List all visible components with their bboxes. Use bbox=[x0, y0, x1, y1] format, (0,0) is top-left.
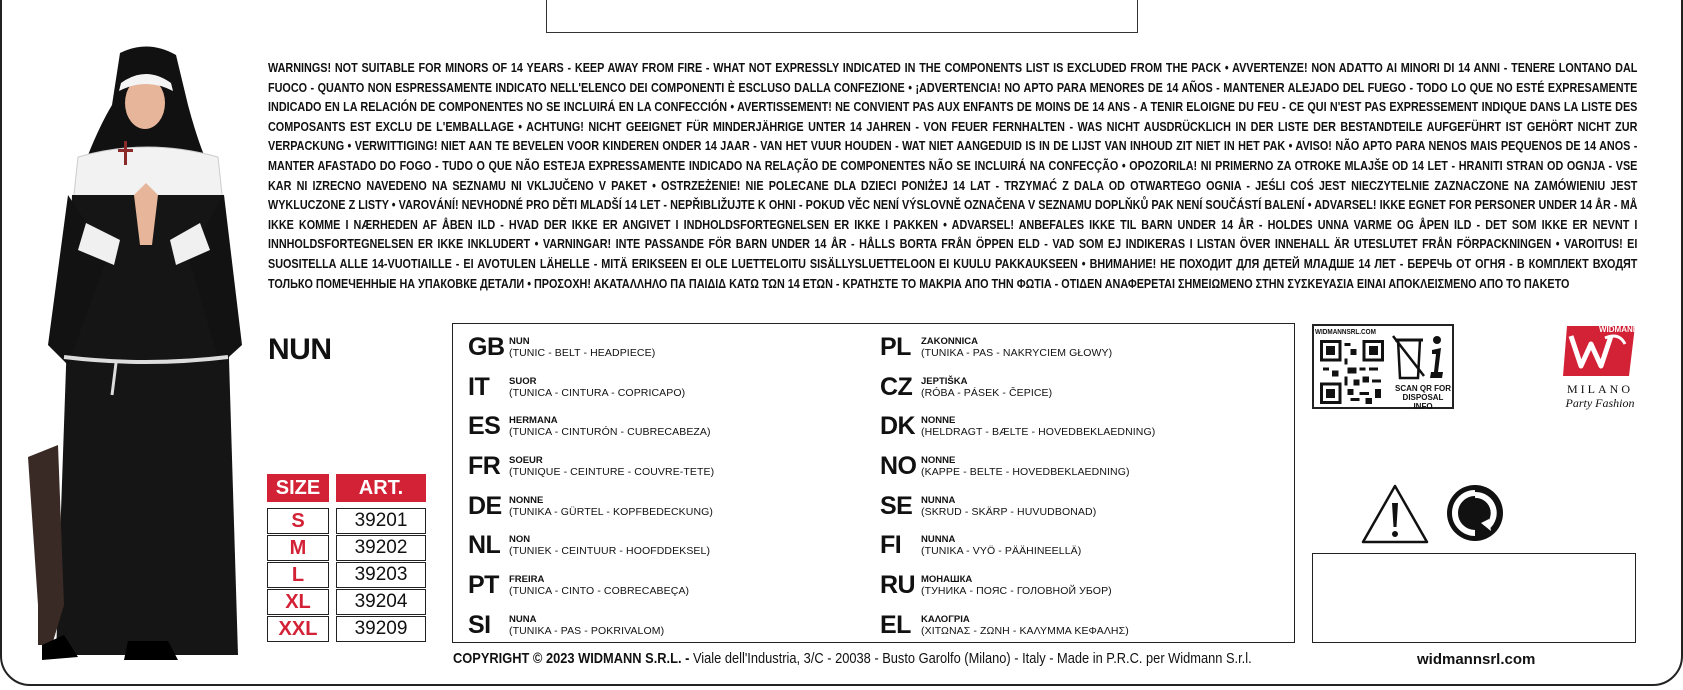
language-code: IT bbox=[468, 372, 490, 401]
language-item bbox=[880, 334, 1155, 374]
language-item bbox=[880, 374, 1155, 414]
language-parts: (TUNIKA - PAS - POKRIVALOM) bbox=[509, 624, 665, 637]
language-code: SI bbox=[468, 610, 491, 639]
language-parts: (TUNIC - BELT - HEADPIECE) bbox=[509, 347, 656, 359]
warnings-text: WARNINGS! NOT SUITABLE FOR MINORS OF 14 YEARS - KEEP AWAY FROM FIRE - WHAT NOT EXPRESSLY INDICATED IN THE COMPONENTS LIST IS EXCLUDED FROM THE PACK • AVVERTENZE! NON ADATTO AI MINORI DI 14 ANNI - TENERE LONTANO DAL FUOCO - QUANTO NON ESPRESSAMENTE INDICATO NELL'ELENCO DEI COMPONENTI È ESCLUSO DALLA CONFEZIONE • ¡ADVERTENCIA! NO APTO PARA MENORES DE 14 AÑOS - MANTENER ALEJADO DEL FUEGO - TODO LO QUE NO ESTÉ EXPRESAMENTE INDICADO EN LA RELACIÓN DE COMPONENTES NO SE INCLUIRÁ EN LA CONFECCIÓN • AVERTISSEMENT! NE CONVIENT PAS AUX ENFANTS DE MOINS DE 14 ANS - A TENIR ELOIGNE DU FEU - CE QUI N'EST PAS EXPRESSEMENT INDIQUE DANS LA LISTE DES COMPOSANTS EST EXCLU DE L'EMBALLAGE • ACHTUNG! NICHT GEEIGNET FÜR MINDERJÄHRIGE UNTER 14 JAHREN - VON FEUER FERNHALTEN - WAS NICHT AUSDRÜCKLICH IN DER LISTE DER BESTANDTEILE AUFGEFÜHRT IST GEHÖRT NICHT ZUR VERPACKUNG • VERWITTIGING! NIET AAN TE BEVELEN VOOR KINDEREN ONDER 14 JAAR - VAN HET VUUR HOUDEN - WAT NIET AANGEDUID IS IN DE LIJST VAN INHOUD ZIT NIET IN HET PAK • AVISO! NÃO APTO PARA NENOS MAIS PEQUENOS DE 14 ANOS - MANTER AFASTADO DO FOGO - TUDO O QUE NÃO ESTEJA EXPRESSAMENTE INDICADO NA RELAÇÃO DE COMPONENTES NÃO SE INCLUIRÁ NA CONFECÇÃO • OPOZORILA! NI PRIMERNO ZA OTROKE MLAJŠE OD 14 LET - HRANITI STRAN OD OGNJA - VSE KAR NI IZRECNO NAVEDENO NA SEZNAMU NI VKLJUČENO V PAKET • OSTRZEŻENIE! NIE POLECANE DLA DZIECI PONIŻEJ 14 LAT - TRZYMAĆ Z DALA OD OTWARTEGO OGNIA - JEŚLI COŚ JEST NIECZYTELNIE ZAZNACZONE NA ZAMÓWIENIU JEST WYKLUCZONE Z LISTY • VAROVÁNÍ! NEVHODNÉ PRO DĚTI MLADŠÍ 14 LET - NEPŘIBLIŽUJTE K OHNI - POKUD VĚC NENÍ VÝSLOVNĚ OZNAČENA V SEZNAMU DOPLŇKŮ PAK NENÍ SOUČÁSTÍ BALENÍ • ADVARSEL! IKKE EGNET FOR PERSONER UNDER 14 ÅR - MÅ IKKE KOMME I NÆRHEDEN AF ÅBEN ILD - HVAD DER IKKE ER ANGIVET I INDHOLDSFORTEGNELSEN ER IKKE I PAKKEN • ADVARSEL! ANBEFALES IKKE TIL BARN UNDER 14 ÅR - HOLDES UNNA VARME OG ÅPEN ILD - DET SOM IKKE ER NEVNT I INNHOLDSFORTEGNELSEN ER IKKE INKLUDERT • VARNINGAR! INTE PASSANDE FÖR BARN UNDER 14 ÅR - HÅLLS BORTA FRÅN ÖPPEN ELD - VAD SOM EJ INDIKERAS I LISTAN ÖVER INNEHALL ÄR UTESLUTET FRÅN FÖRPACKNINGEN • VAROITUS! EI SUOSITELLA ALLE 14-VUOTIAILLE - EI AVOTULEN LÄHELLE - MITÄ ERIKSEEN EI OLE LUETTELOITU SISÄLLYSLUETTELOON EI KUULU PAKKAUKSEEN • ВНИМАНИЕ! НЕ ПОХОДИТ ДЛЯ ДЕТЕЙ МЛАДШЕ 14 ЛЕТ - БЕРЕЧЬ ОТ ОГНЯ - В КОМПЛЕКТ ВХОДЯТ ТОЛЬКО ПОМЕЧЕННЫЕ НА УПАКОВКЕ ДЕТАЛИ • ΠΡΟΣΟΧΗ! ΑΚΑΤΑΛΛΗΛΟ ΠΑ ΠΑΙΔΙΔ ΚΑΤΩ ΤΩΝ 14 ΕΤΩΝ - ΚΡΑΤΗΣΤΕ ΤΟ ΜΑΚΡΙΑ ΑΠΟ ΤΗΝ ΦΩΤΙΑ - ΟΤΙΔΕΝ ΑΝΑΦΕΡΕΤΑΙ ΣΗΜΕΙΩΜΕΝΟ ΣΤΗΝ ΣΥΣΚΕΥΑΣΙΑ ΕΙΝΑΙ ΑΠΟΚΛΕΙΣΜΕΝΟ ΑΠΟ ΤΟ ΠΑΚΕΤΟ bbox=[268, 60, 1638, 291]
size-value: XXL bbox=[267, 616, 329, 642]
size-row bbox=[267, 589, 426, 615]
warning-triangle-icon bbox=[1360, 483, 1430, 545]
language-code: EL bbox=[880, 610, 911, 639]
brand-logo bbox=[1558, 322, 1646, 412]
language-item bbox=[880, 453, 1155, 493]
language-code: NO bbox=[880, 452, 917, 481]
language-code: SE bbox=[880, 491, 913, 520]
language-parts: (TUNIKA - PAS - NAKRYCIEM GŁOWY) bbox=[921, 347, 1113, 359]
size-header: SIZE bbox=[267, 474, 329, 502]
language-code: PT bbox=[468, 571, 499, 600]
size-row bbox=[267, 562, 426, 588]
widmann-logo-icon bbox=[1561, 322, 1641, 380]
language-parts: (SKRUD - SKÄRP - HUVUDBONAD) bbox=[921, 505, 1097, 518]
language-name: NUN bbox=[509, 336, 530, 347]
product-name: NUN bbox=[268, 333, 332, 366]
language-name: NONNE bbox=[921, 415, 956, 427]
art-value: 39204 bbox=[336, 589, 426, 615]
language-name: NONNE bbox=[921, 455, 956, 467]
language-parts: (RÓBA - PÁSEK - ČEPICE) bbox=[921, 386, 1053, 399]
art-value: 39202 bbox=[336, 535, 426, 561]
language-parts: (TUNIQUE - CEINTURE - COUVRE-TETE) bbox=[509, 466, 715, 479]
language-code: FR bbox=[468, 452, 501, 481]
blank-info-box bbox=[1312, 553, 1636, 643]
language-item bbox=[468, 374, 714, 414]
top-blank-box bbox=[546, 0, 1138, 33]
language-name: HERMANA bbox=[509, 415, 558, 427]
language-parts: (TUNIKA - GÜRTEL - KOPFBEDECKUNG) bbox=[509, 505, 713, 518]
art-header: ART. bbox=[336, 474, 426, 502]
language-code: DK bbox=[880, 412, 916, 441]
art-value: 39209 bbox=[336, 616, 426, 642]
language-item bbox=[468, 453, 714, 493]
language-column-left bbox=[468, 334, 714, 652]
brand-name: MILANO bbox=[1567, 382, 1633, 396]
qr-code-icon bbox=[1320, 340, 1384, 404]
language-item bbox=[880, 413, 1155, 453]
language-box bbox=[452, 323, 1295, 643]
language-code: CZ bbox=[880, 372, 913, 401]
qr-caption: SCAN QR FOR DISPOSAL INFO bbox=[1395, 384, 1451, 411]
language-code: DE bbox=[468, 491, 502, 520]
language-parts: (TUNIEK - CEINTUUR - HOOFDDEKSEL) bbox=[509, 545, 711, 558]
size-row bbox=[267, 508, 426, 534]
language-parts: (TUNIKA - VYÖ - PÄÄHINEELLÄ) bbox=[921, 545, 1082, 558]
website-text: widmannsrl.com bbox=[1417, 651, 1536, 668]
language-item bbox=[468, 572, 714, 612]
language-parts: (HELDRAGT - BÆLTE - HOVEDBEKLAEDNING) bbox=[921, 426, 1156, 439]
language-name: SUOR bbox=[509, 375, 537, 387]
language-code: GB bbox=[468, 333, 505, 361]
info-disposal-icon bbox=[1390, 332, 1450, 384]
language-code: PL bbox=[880, 333, 911, 361]
size-value: XL bbox=[267, 589, 329, 615]
language-parts: (TUNICA - CINTURA - COPRICAPO) bbox=[509, 386, 686, 399]
art-value: 39201 bbox=[336, 508, 426, 534]
language-code: RU bbox=[880, 571, 916, 600]
language-item bbox=[468, 413, 714, 453]
language-item bbox=[468, 532, 714, 572]
language-code: ES bbox=[468, 412, 501, 441]
language-item bbox=[468, 493, 714, 533]
size-table bbox=[267, 474, 426, 643]
language-name: ZAKONNICA bbox=[921, 336, 978, 347]
language-item bbox=[880, 493, 1155, 533]
language-name: МОНАШКА bbox=[921, 574, 973, 586]
green-dot-recycle-icon bbox=[1445, 483, 1505, 543]
language-item bbox=[880, 532, 1155, 572]
language-name: SOEUR bbox=[509, 455, 543, 467]
qr-label: WIDMANNSRL.COM bbox=[1315, 327, 1376, 336]
language-name: FREIRA bbox=[509, 574, 545, 586]
size-value: L bbox=[267, 562, 329, 588]
language-name: NONNE bbox=[509, 494, 544, 506]
language-item bbox=[880, 612, 1155, 652]
qr-disposal-block bbox=[1312, 324, 1454, 409]
language-name: NUNNA bbox=[921, 534, 956, 546]
size-value: S bbox=[267, 508, 329, 534]
size-row bbox=[267, 535, 426, 561]
language-name: NUNNA bbox=[921, 494, 956, 506]
language-code: FI bbox=[880, 531, 902, 560]
brand-tagline: Party Fashion bbox=[1565, 396, 1635, 410]
size-value: M bbox=[267, 535, 329, 561]
language-name: JEPTIŠKA bbox=[921, 375, 968, 387]
language-name: ΚΑΛΟΓΡΙΑ bbox=[921, 613, 970, 625]
language-name: NON bbox=[509, 534, 531, 546]
art-value: 39203 bbox=[336, 562, 426, 588]
language-parts: (ТУНИКА - ПОЯС - ГОЛОВНОЙ УБОР) bbox=[921, 585, 1112, 598]
size-row bbox=[267, 616, 426, 642]
language-parts: (TUNICA - CINTURÓN - CUBRECABEZA) bbox=[509, 426, 711, 439]
brand-logo-text: WIDMANN bbox=[1599, 325, 1639, 334]
copyright-line bbox=[453, 651, 1252, 667]
language-item bbox=[880, 572, 1155, 612]
language-code: NL bbox=[468, 531, 501, 560]
language-column-right bbox=[880, 334, 1155, 652]
language-parts: (KAPPE - BELTE - HOVEDBEKLAEDNING) bbox=[921, 466, 1130, 479]
language-parts: (ΧΙΤΩΝΑΣ - ΖΩΝΗ - ΚΑΛΥΜΜΑ ΚΕΦΑΛΗΣ) bbox=[921, 624, 1129, 637]
copyright-bold: COPYRIGHT © 2023 WIDMANN S.R.L. - bbox=[453, 651, 690, 667]
language-item bbox=[468, 612, 714, 652]
language-name: NUNA bbox=[509, 613, 537, 625]
language-item bbox=[468, 334, 714, 374]
copyright-address: Viale dell'Industria, 3/C - 20038 - Busto Garolfo (Milano) - Italy - Made in P.R.C. per Widmann S.r.l. bbox=[689, 651, 1252, 667]
language-parts: (TUNICA - CINTO - COBRECABEÇA) bbox=[509, 585, 690, 598]
nun-costume-figure bbox=[28, 45, 258, 670]
size-table-header bbox=[267, 474, 426, 502]
